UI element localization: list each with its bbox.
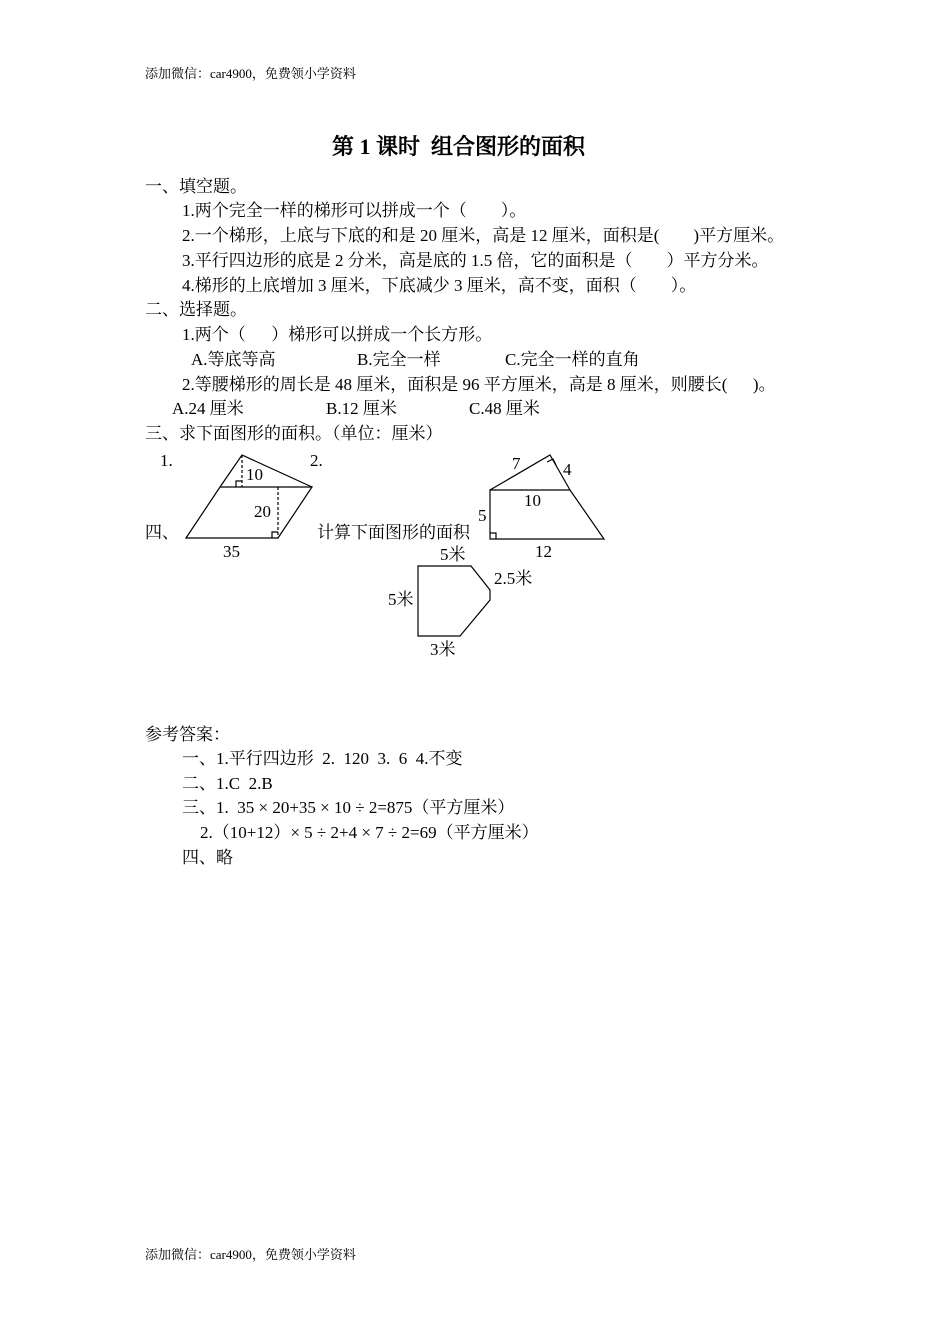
s2-q2-option-c: C.48 厘米 bbox=[469, 399, 540, 418]
figure2-trapezoid-triangle bbox=[490, 455, 604, 539]
fig1-label-base: 35 bbox=[223, 542, 240, 561]
answers-heading: 参考答案： bbox=[145, 725, 230, 744]
page-title: 第 1 课时 组合图形的面积 bbox=[332, 134, 586, 159]
fig2-label-b: 4 bbox=[563, 460, 572, 479]
fig1-label-height: 20 bbox=[254, 502, 271, 521]
fig1-label-top: 10 bbox=[246, 465, 263, 484]
fig1-number: 1. bbox=[160, 451, 173, 470]
s1-q1: 1.两个完全一样的梯形可以拼成一个（ ）。 bbox=[182, 201, 527, 220]
s1-q4: 4.梯形的上底增加 3 厘米，下底减少 3 厘米，高不变，面积（ ）。 bbox=[182, 276, 697, 295]
s2-q2-option-a: A.24 厘米 bbox=[172, 399, 244, 418]
fig2-label-bottom: 12 bbox=[535, 542, 552, 561]
fig3-label-bottom: 3米 bbox=[430, 640, 456, 659]
fig3-label-top: 5米 bbox=[440, 545, 466, 564]
s2-q2: 2.等腰梯形的周长是 48 厘米，面积是 96 平方厘米，高是 8 厘米，则腰长( )。 bbox=[182, 375, 776, 394]
answer-section3-2: 2.（10+12）× 5 ÷ 2+4 × 7 ÷ 2=69（平方厘米） bbox=[200, 823, 539, 842]
section4-text: 计算下面图形的面积 bbox=[317, 523, 470, 542]
footer-watermark: 添加微信：car4900，免费领小学资料 bbox=[145, 1247, 356, 1262]
fig3-label-left: 5米 bbox=[388, 590, 414, 609]
s2-q1-option-c: C.完全一样的直角 bbox=[505, 350, 640, 369]
fig2-label-mid: 10 bbox=[524, 491, 541, 510]
fig3-label-right: 2.5米 bbox=[494, 569, 533, 588]
answer-section4: 四、略 bbox=[182, 848, 233, 867]
answer-section3-1: 三、1. 35 × 20+35 × 10 ÷ 2=875（平方厘米） bbox=[182, 798, 515, 817]
s1-q3: 3.平行四边形的底是 2 分米，高是底的 1.5 倍，它的面积是（ ）平方分米。 bbox=[182, 251, 769, 270]
s2-q1-option-a: A.等底等高 bbox=[191, 350, 276, 369]
s1-q2: 2.一个梯形，上底与下底的和是 20 厘米，高是 12 厘米，面积是( )平方厘米。 bbox=[182, 226, 785, 245]
section1-heading: 一、填空题。 bbox=[145, 177, 247, 196]
section3-heading: 三、求下面图形的面积。（单位：厘米） bbox=[145, 424, 443, 443]
answer-section2: 二、1.C 2.B bbox=[182, 774, 273, 793]
fig2-label-a: 7 bbox=[512, 454, 521, 473]
section4-heading: 四、 bbox=[145, 523, 179, 542]
figure3-pentagon bbox=[418, 566, 490, 636]
header-watermark: 添加微信：car4900，免费领小学资料 bbox=[145, 66, 356, 81]
fig2-number: 2. bbox=[310, 451, 323, 470]
answer-section1: 一、1.平行四边形 2. 120 3. 6 4.不变 bbox=[182, 749, 463, 768]
fig2-label-left: 5 bbox=[478, 506, 487, 525]
s2-q1-option-b: B.完全一样 bbox=[357, 350, 441, 369]
s2-q1: 1.两个（ ）梯形可以拼成一个长方形。 bbox=[182, 325, 493, 344]
section2-heading: 二、选择题。 bbox=[145, 300, 247, 319]
s2-q2-option-b: B.12 厘米 bbox=[326, 399, 397, 418]
